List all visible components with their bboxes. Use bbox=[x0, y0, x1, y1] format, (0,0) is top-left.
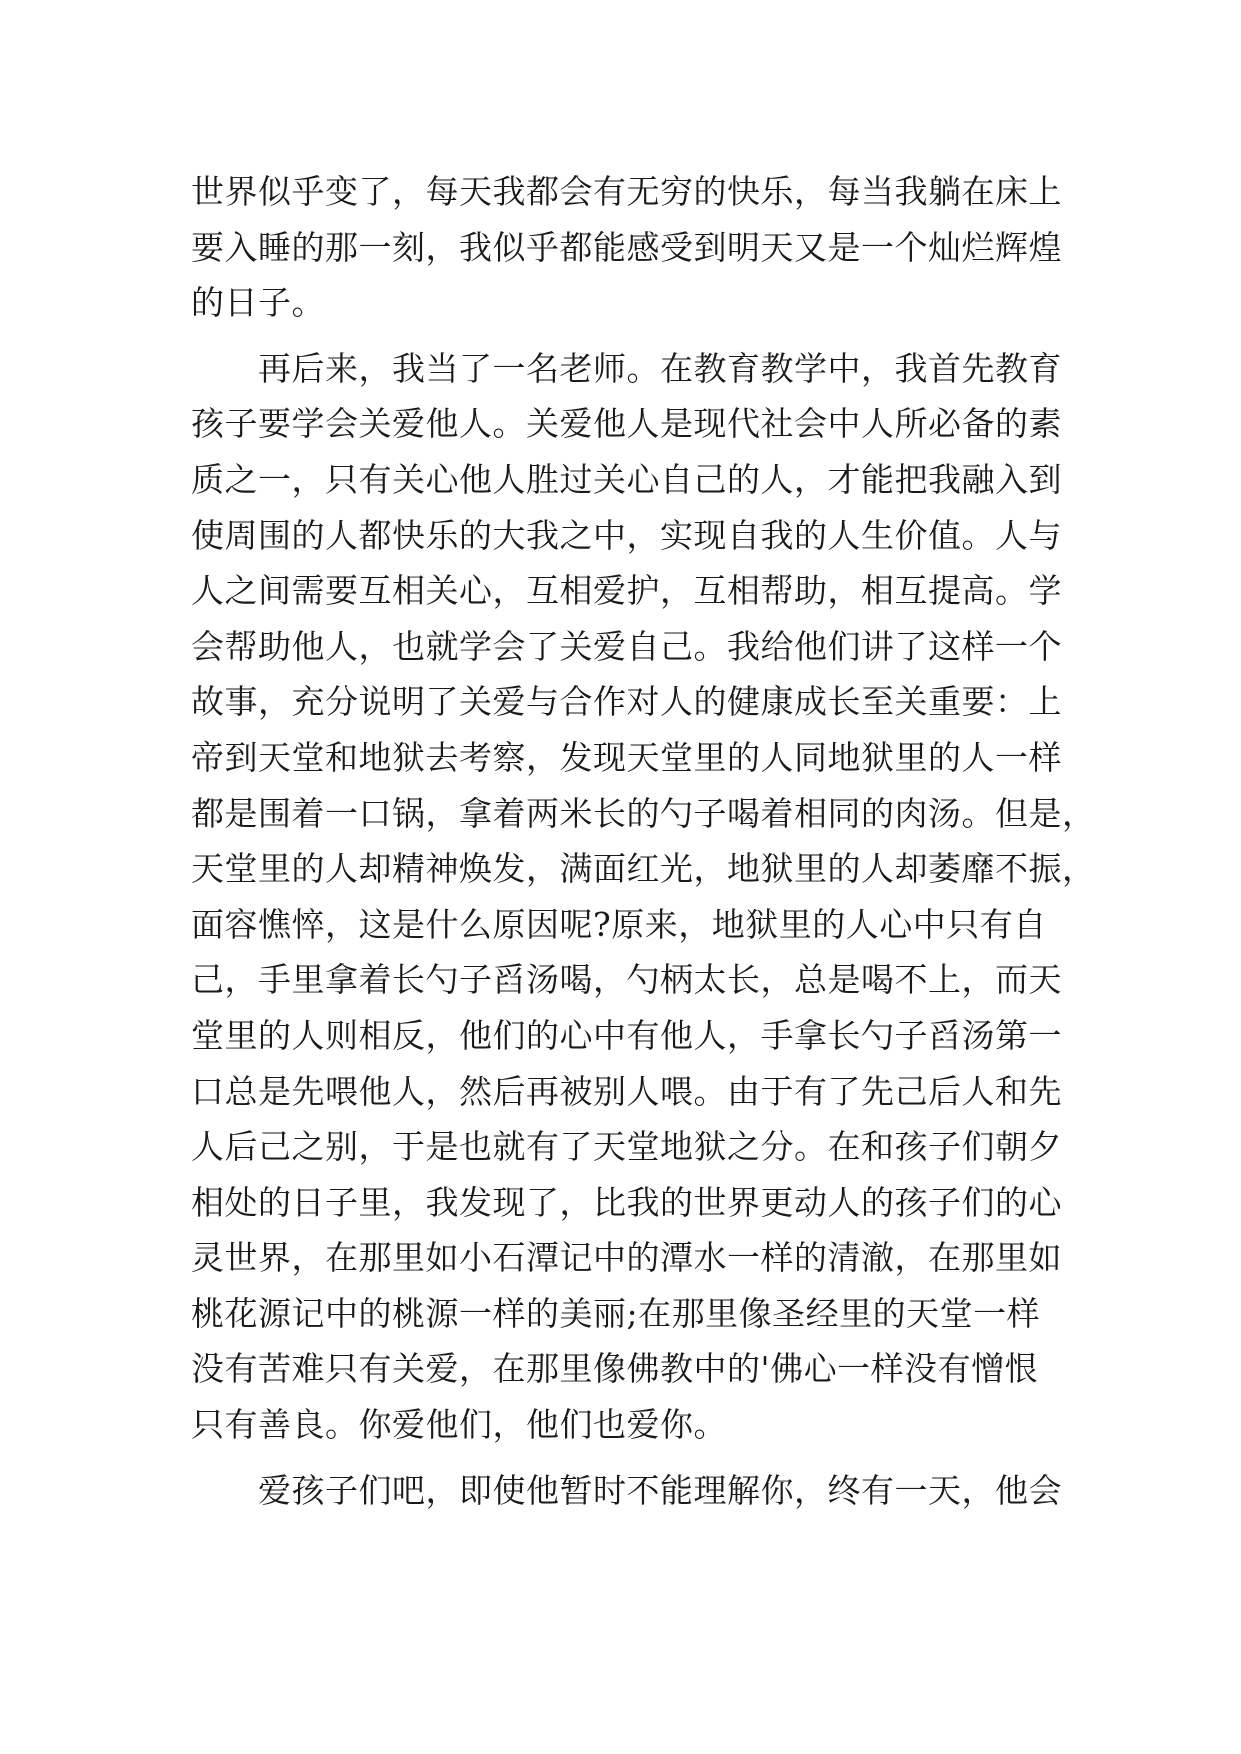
text-line: 人后己之别，于是也就有了天堂地狱之分。在和孩子们朝夕 bbox=[191, 1127, 1062, 1167]
text-line: 质之一，只有关心他人胜过关心自己的人，才能把我融入到 bbox=[191, 459, 1062, 499]
document-body bbox=[191, 164, 1096, 1518]
text-line: 灵世界，在那里如小石潭记中的潭水一样的清澈，在那里如 bbox=[191, 1238, 1062, 1278]
text-line: 世界似乎变了，每天我都会有无穷的快乐，每当我躺在床上 bbox=[191, 172, 1062, 211]
text-line: 会帮助他人，也就学会了关爱自己。我给他们讲了这样一个 bbox=[191, 626, 1062, 666]
text-line: 使周围的人都快乐的大我之中，实现自我的人生价值。人与 bbox=[191, 515, 1062, 555]
text-line: 人之间需要互相关心，互相爱护，互相帮助，相互提高。学 bbox=[191, 571, 1062, 611]
text-line: 堂里的人则相反，他们的心中有他人，手拿长勺子舀汤第一 bbox=[191, 1015, 1062, 1055]
text-line: 再后来，我当了一名老师。在教育教学中，我首先教育 bbox=[191, 348, 1062, 388]
text-line: 爱孩子们吧，即使他暂时不能理解你，终有一天，他会 bbox=[191, 1470, 1062, 1510]
text-line: 没有苦难只有关爱，在那里像佛教中的'佛心一样没有憎恨 bbox=[191, 1349, 1039, 1389]
text-line: 面容憔悴，这是什么原因呢?原来，地狱里的人心中只有自 bbox=[191, 904, 1047, 944]
text-line: 要入睡的那一刻，我似乎都能感受到明天又是一个灿烂辉煌 bbox=[191, 227, 1062, 267]
text-line: 天堂里的人却精神焕发，满面红光，地狱里的人却萎靡不振， bbox=[191, 849, 1096, 889]
text-line: 都是围着一口锅，拿着两米长的勺子喝着相同的肉汤。但是， bbox=[191, 793, 1096, 833]
text-line: 己，手里拿着长勺子舀汤喝，勺柄太长，总是喝不上，而天 bbox=[191, 960, 1062, 1000]
text-line: 口总是先喂他人，然后再被别人喂。由于有了先己后人和先 bbox=[191, 1071, 1062, 1111]
text-line: 的日子。 bbox=[191, 283, 325, 323]
text-line: 桃花源记中的桃源一样的美丽;在那里像圣经里的天堂一样 bbox=[191, 1293, 1041, 1333]
text-line: 孩子要学会关爱他人。关爱他人是现代社会中人所必备的素 bbox=[191, 404, 1062, 444]
text-line: 只有善良。你爱他们，他们也爱你。 bbox=[191, 1405, 727, 1445]
text-line: 相处的日子里，我发现了，比我的世界更动人的孩子们的心 bbox=[191, 1182, 1062, 1222]
text-line: 故事，充分说明了关爱与合作对人的健康成长至关重要：上 bbox=[191, 682, 1062, 722]
text-line: 帝到天堂和地狱去考察，发现天堂里的人同地狱里的人一样 bbox=[191, 737, 1062, 777]
